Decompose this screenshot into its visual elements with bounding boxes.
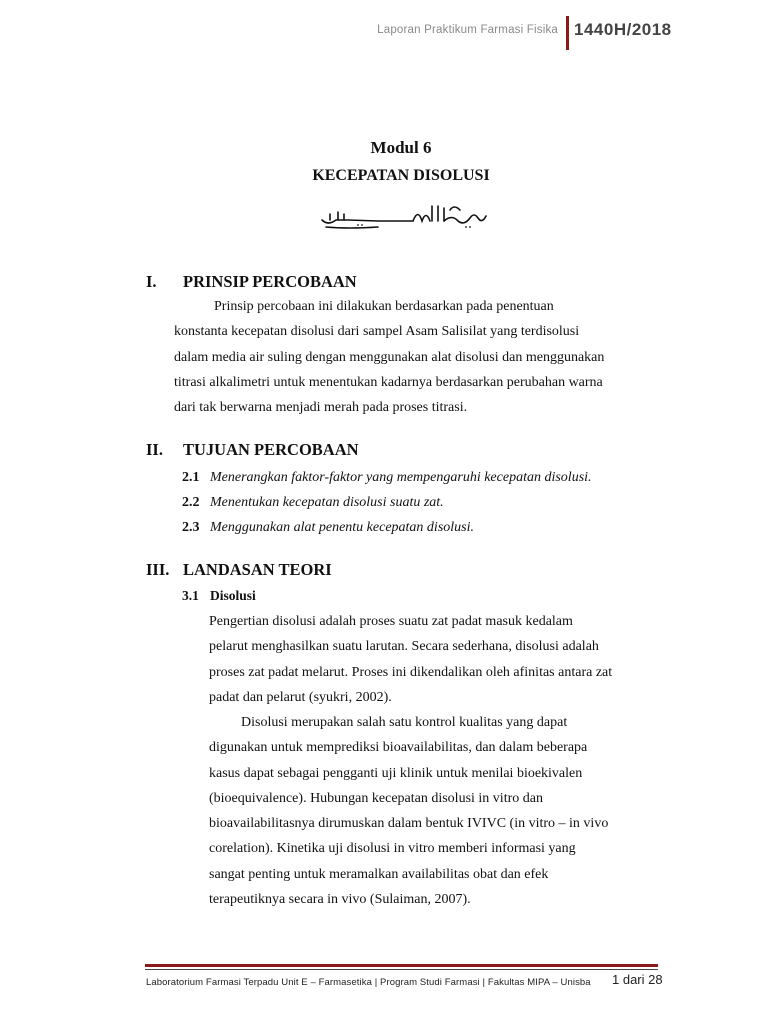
header-title: Laporan Praktikum Farmasi Fisika	[377, 24, 558, 36]
header-divider	[566, 16, 569, 50]
paragraph-line: Disolusi merupakan salah satu kontrol kualitas yang dapat	[241, 715, 568, 730]
paragraph-line: bioavailabilitasnya dirumuskan dalam bentuk IVIVC (in vitro – in vivo	[209, 816, 609, 832]
section-heading-tujuan	[146, 440, 359, 460]
section-title: PRINSIP PERCOBAAN	[183, 272, 357, 291]
section-number: I.	[146, 272, 157, 291]
objective-number: 2.2	[182, 495, 200, 510]
footer-rule	[145, 964, 658, 967]
basmala-calligraphy	[318, 200, 488, 230]
section-title: TUJUAN PERCOBAAN	[183, 440, 359, 459]
module-title: Modul 6	[370, 138, 432, 157]
paragraph-line: dari tak berwarna menjadi merah pada proses titrasi.	[174, 400, 468, 416]
objective-number: 2.3	[182, 520, 200, 535]
page-number: 1 dari 28	[612, 972, 663, 987]
section-heading-landasan	[146, 560, 332, 580]
header-year: 1440H/2018	[574, 20, 672, 39]
paragraph-line: padat dan pelarut (syukri, 2002).	[209, 689, 392, 705]
objective-item	[182, 495, 444, 511]
subsection-title: Disolusi	[210, 588, 256, 603]
section-number: II.	[146, 440, 163, 459]
paragraph-line: pelarut menghasilkan suatu larutan. Secara sederhana, disolusi adalah	[209, 639, 599, 655]
paragraph-line: (bioequivalence). Hubungan kecepatan disolusi in vitro dan	[209, 790, 543, 806]
footer-text: Laboratorium Farmasi Terpadu Unit E – Farmasetika | Program Studi Farmasi | Fakultas MIPA – Unisba	[146, 977, 591, 988]
objective-number: 2.1	[182, 470, 200, 485]
paragraph-line: konstanta kecepatan disolusi dari sampel Asam Salisilat yang terdisolusi	[174, 324, 580, 340]
section-heading-prinsip	[146, 272, 357, 292]
prinsip-paragraph	[174, 294, 658, 420]
paragraph-line: digunakan untuk memprediksi bioavailabilitas, dan dalam beberapa	[209, 740, 588, 756]
paragraph-line: sangat penting untuk meramalkan availabilitas obat dan efek	[209, 866, 549, 882]
paragraph-line: Prinsip percobaan ini dilakukan berdasarkan pada penentuan	[214, 299, 554, 314]
subsection-heading-disolusi	[182, 588, 256, 604]
disolusi-paragraph-1	[209, 609, 658, 710]
subsection-number: 3.1	[182, 588, 199, 603]
disolusi-paragraph-2	[209, 710, 658, 912]
paragraph-line: terapeutiknya secara in vivo (Sulaiman, 2007).	[209, 892, 471, 908]
footer-rule-thin	[145, 969, 658, 970]
section-number: III.	[146, 560, 170, 579]
objective-item	[182, 520, 474, 536]
paragraph-line: corelation). Kinetika uji disolusi in vitro memberi informasi yang	[209, 841, 576, 857]
paragraph-line: kasus dapat sebagai pengganti uji klinik untuk menilai bioekivalen	[209, 765, 583, 781]
objective-item	[182, 470, 592, 486]
objective-text: Menerangkan faktor-faktor yang mempengaruhi kecepatan disolusi.	[210, 470, 592, 485]
paragraph-line: proses zat padat melarut. Proses ini dikendalikan oleh afinitas antara zat	[209, 664, 613, 680]
paragraph-line: titrasi alkalimetri untuk menentukan kadarnya berdasarkan perubahan warna	[174, 374, 603, 390]
paragraph-line: dalam media air suling dengan menggunakan alat disolusi dan menggunakan	[174, 349, 605, 365]
paragraph-line: Pengertian disolusi adalah proses suatu zat padat masuk kedalam	[209, 614, 573, 629]
page-title: KECEPATAN DISOLUSI	[312, 167, 490, 184]
objective-text: Menggunakan alat penentu kecepatan disolusi.	[210, 520, 474, 535]
objective-text: Menentukan kecepatan disolusi suatu zat.	[210, 495, 444, 510]
section-title: LANDASAN TEORI	[183, 560, 332, 579]
